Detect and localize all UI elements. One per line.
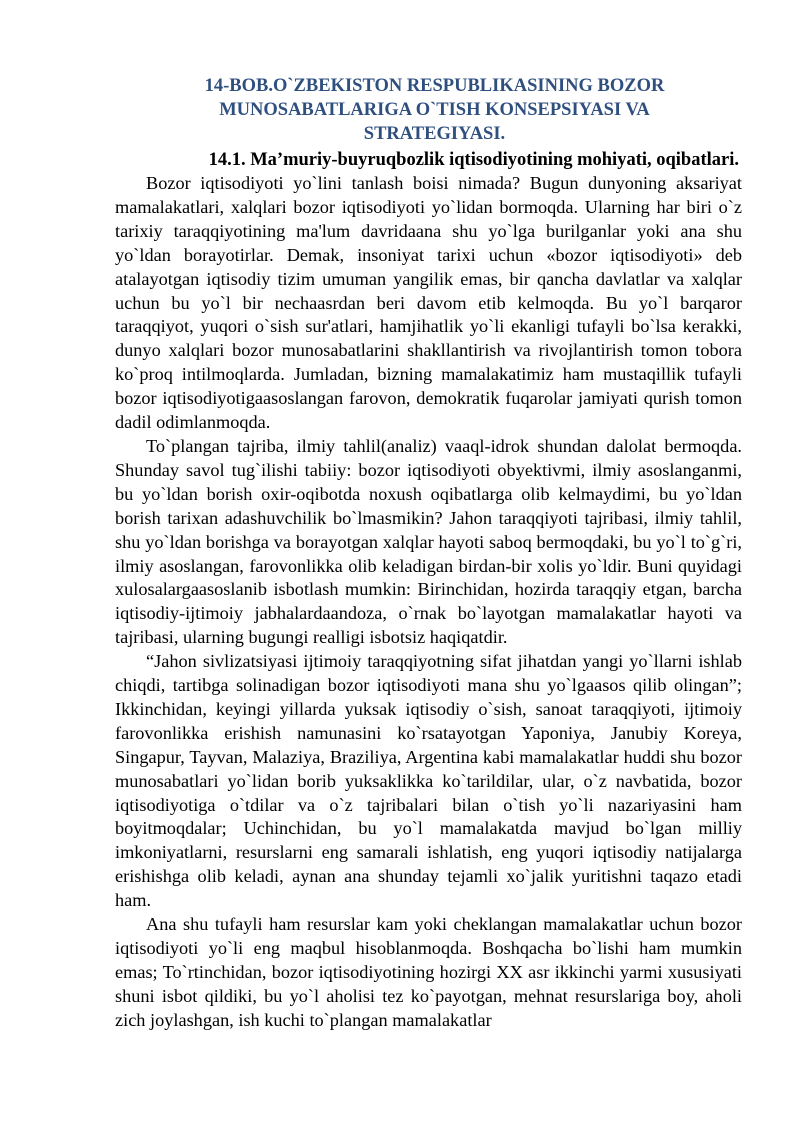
- paragraph: “Jahon sivlizatsiyasi ijtimoiy taraqqiyotning sifat jihatdan yangi yo`llarni ishlab chiqdi, tartibga solinadigan bozor iqtisodiyoti mana shu yo`lgaasos qilib olingan”; Ikkinchidan, keyingi yillarda yuksak iqtisodiy o`sish, sanoat taraqqiyoti, ijtimoiy farovonlikka erishish namunasini ko`rsatayotgan Yaponiya, Janubiy Koreya, Singapur, Tayvan, Malaziya, Braziliya, Argentina kabi mamalakatlar huddi shu bozor munosabatlari yo`lidan borib yuksaklikka ko`tarildilar, ular, o`z navbatida, bozor iqtisodiyotiga o`tdilar va o`z tajribalari bilan o`tish yo`li nazariyasini ham boyitmoqdalar; Uchinchidan, bu yo`l mamalakatda mavjud bo`lgan milliy imkoniyatlarni, resurslarni eng samarali ishlatish, eng yuqori iqtisodiy natijalarga erishishga olib keladi, aynan ana shunday tejamli xo`jalik yuritishni taqazo etadi ham.: [115, 651, 742, 911]
- paragraph: Ana shu tufayli ham resurslar kam yoki cheklangan mamalakatlar uchun bozor iqtisodiyoti yo`li eng maqbul hisoblanmoqda. Boshqacha bo`lishi ham mumkin emas; To`rtinchidan, bozor iqtisodiyotining hozirgi XX asr ikkinchi yarmi xususiyati shuni isbot qildiki, bu yo`l aholisi tez ko`payotgan, mehnat resurslariga boy, aholi zich joylashgan, ish kuchi to`plangan mamalakatlar: [115, 914, 742, 1030]
- paragraph: To`plangan tajriba, ilmiy tahlil(analiz) vaaql-idrok shundan dalolat bermoqda. Shunday savol tug`ilishi tabiiy: bozor iqtisodiyoti obyektivmi, ilmiy asoslanganmi, bu yo`ldan borish oxir-oqibotda noxush oqibatlarga olib kelmaydimi, bu yo`ldan borish tarixan adashuvchilik bo`lmasmikin? Jahon taraqqiyoti tajribasi, ilmiy tahlil, shu yo`ldan borishga va borayotgan xalqlar hayoti saboq bermoqdaki, bu yo`l to`g`ri, ilmiy asoslangan, farovonlikka olib keladigan birdan-bir xolis yo`ldir. Buni quyidagi xulosalargaasoslanib isbotlash mumkin: Birinchidan, hozirda taraqqiy etgan, barcha iqtisodiy-ijtimoiy jabhalardaandoza, o`rnak bo`layotgan mamalakatlar hayoti va tajribasi, ularning bugungi realligi isbotsiz haqiqatdir.: [115, 435, 742, 648]
- section-title: 14.1. Ma’muriy-buyruqbozlik iqtisodiyotining mohiyati, oqibatlari.: [208, 150, 739, 170]
- paragraph: Bozor iqtisodiyoti yo`lini tanlash boisi nimada? Bugun dunyoning aksariyat mamalakatlari, xalqlari bozor iqtisodiyoti yo`lidan bormoqda. Ularning har biri o`z tarixiy taraqqiyotining ma'lum davridaana shu yo`lga burilganlar yoki ana shu yo`ldan borayotirlar. Demak, insoniyat tarixi uchun «bozor iqtisodiyoti» deb atalayotgan iqtisodiy tizim umuman yangilik emas, bir qancha davlatlar va xalqlar uchun bu yo`l bir nechaasrdan beri davom etib kelmoqda. Bu yo`l barqaror taraqqiyot, yuqori o`sish sur'atlari, hamjihatlik yo`li ekanligi tufayli bo`lsa kerakki, dunyo xalqlari bozor munosabatlarini shakllantirish va rivojlantirish tomon tobora ko`proq intilmoqlarda. Jumladan, bizning mamalakatimiz ham mustaqillik tufayli bozor iqtisodiyotigaasoslangan farovon, demokratik fuqarolar jamiyati qurish tomon dadil odimlanmoqda.: [115, 173, 742, 433]
- body-text: [115, 172, 742, 1033]
- chapter-title: 14-BOB.O`ZBEKISTON RESPUBLIKASINING BOZOR MUNOSABATLARIGA O`TISH KONSEPSIYASI VA STRATEGIYASI.: [204, 76, 665, 144]
- document-page: [115, 74, 742, 1033]
